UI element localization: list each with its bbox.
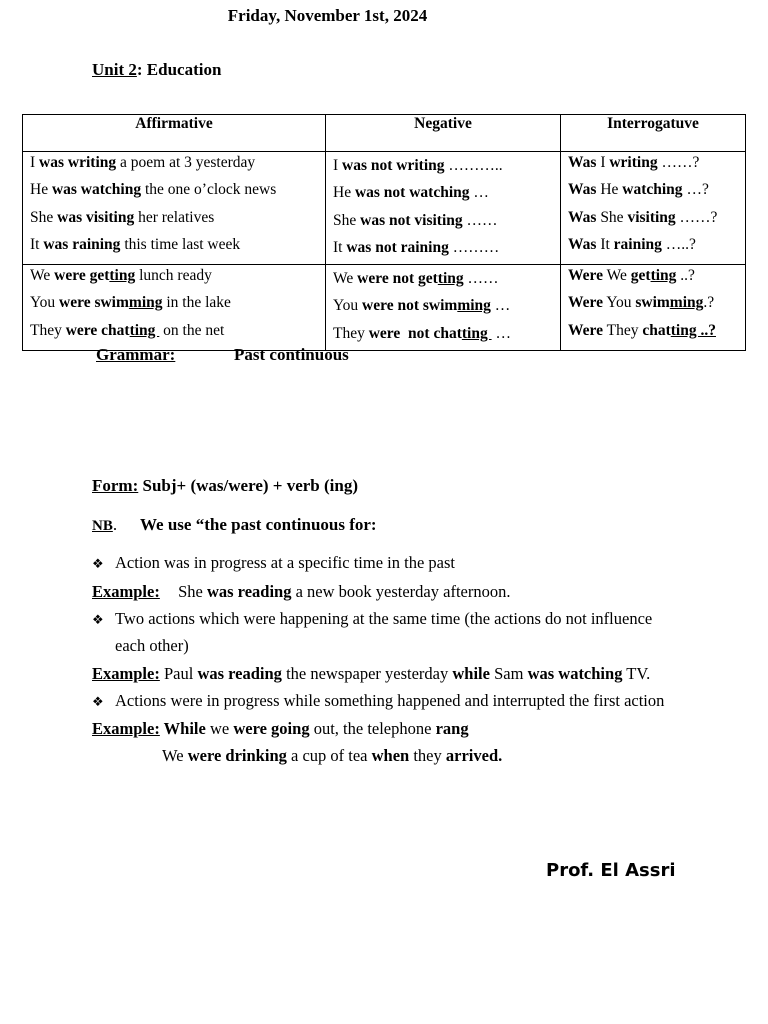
date-heading: Friday, November 1st, 2024 [227,6,428,25]
text-run: ting [650,267,677,285]
text-run: I [30,154,40,171]
text-run: was not writing [342,157,445,174]
cell-were-affirmative [23,265,326,351]
text-run: It [333,238,347,256]
text-run: rang [435,719,469,738]
text-run: was writing [39,154,117,171]
text-run: We [30,267,55,285]
text-run: You [603,294,636,312]
text-run: Was [568,208,597,226]
text-run: arrived. [445,746,503,765]
text-run: raining [613,235,662,253]
table-row-was [23,152,746,265]
text-run: Were [568,294,604,312]
text-run: Was [568,235,597,253]
column-header-negative: Negative [326,115,561,152]
nb-label: NB [92,518,113,534]
text-run: her relatives [134,208,215,226]
unit-heading [92,60,221,80]
nb-text: We use “the past continuous for: [140,515,377,534]
text-run: He [333,184,355,202]
text-run: She [596,208,628,226]
text-run: were swim [59,294,129,312]
table-line [333,323,553,350]
grammar-value: Past continuous [234,345,349,364]
text-run: It [596,235,614,253]
cell-was-affirmative [23,152,326,265]
cell-was-negative [326,152,561,265]
text-run: they [409,746,446,765]
example-1-text [178,582,510,601]
text-run: writing [609,154,658,171]
text-run: ting [109,267,136,285]
text-run: ming [457,297,491,315]
text-run: …..? [661,235,696,253]
text-run: were not get [357,270,438,288]
text-run: I [333,157,343,174]
text-run: ming [128,294,163,312]
unit-title: : Education [136,60,222,79]
text-run: They [603,321,643,339]
text-run: a cup of tea [286,746,372,765]
text-run: out, the telephone [309,719,436,738]
text-run: .? [703,294,715,312]
text-run: visiting [627,208,676,226]
text-run: ting ..? [670,321,716,339]
cell-were-negative [326,265,561,351]
text-run: He [596,181,623,199]
text-run: ting [129,321,160,339]
example-3-continued [162,746,502,766]
text-run: the one o’clock news [141,181,277,199]
nb-note [92,515,377,535]
table-line [568,320,738,347]
column-header-interrogative: Interrogatuve [561,115,746,152]
example-label: Example: [92,719,160,738]
text-run: She [30,208,58,226]
text-run: lunch ready [135,267,212,285]
text-run: was watching [51,181,142,199]
text-run: a new book yesterday afternoon. [291,582,511,601]
text-run: were get [54,267,110,285]
table-line [30,179,318,206]
text-run: …… [462,211,498,229]
example-2 [92,664,650,684]
text-run: Was [568,154,597,171]
text-run: was reading [206,582,292,601]
text-run: were going [233,719,310,738]
text-run: in the lake [162,294,231,312]
table-line [333,237,553,264]
text-run: swim [635,294,670,312]
cell-was-interrogative [561,152,746,265]
text-run: were chat [65,321,130,339]
text-run: was not visiting [360,211,463,229]
text-run: ……? [675,208,718,226]
text-run: the newspaper yesterday [281,664,453,683]
text-run: chat [642,321,671,339]
text-run: get [630,267,651,285]
table-line [30,234,318,261]
nb-dot: . [112,515,118,534]
table-line [30,265,318,292]
text-run: We [603,267,631,285]
text-run: this time last week [120,235,241,253]
text-run: were not chat [368,324,462,342]
text-run: … [469,184,489,202]
text-run: ..? [676,267,695,285]
text-run: we [205,719,234,738]
text-run: ……? [657,154,700,171]
text-run: was not raining [346,238,449,256]
text-run: a poem at 3 yesterday [116,154,256,171]
table-line [333,210,553,237]
form-label: Form: [92,476,139,495]
text-run: when [371,746,410,765]
use-bullet-2-line-1: Two actions which were happening at the same time (the actions do not influence [115,609,653,628]
text-run: Were [568,321,604,339]
diamond-bullet-icon: ❖ [92,612,104,627]
conjugation-table [22,114,746,351]
text-run: was raining [43,235,121,253]
table-line [30,207,318,234]
text-run: While [159,719,206,738]
text-run: We [162,746,188,765]
form-rule [92,476,358,496]
text-run: I [596,154,610,171]
grammar-heading [92,345,349,365]
example-3 [92,719,469,739]
use-bullet-1: Action was in progress at a specific time in the past [115,553,455,572]
text-run: …… [463,270,499,288]
text-run: ……… [448,238,500,256]
table-line [568,292,738,319]
text-run: watching [622,181,683,199]
text-run: TV. [622,664,651,683]
text-run: while [452,664,490,683]
text-run: were drinking [187,746,287,765]
text-run: was watching [527,664,623,683]
table-line [568,207,738,234]
text-run: They [30,321,66,339]
text-run: was visiting [57,208,135,226]
text-run: She [178,582,207,601]
text-run: ming [669,294,704,312]
unit-label: Unit 2 [92,60,137,79]
example-1 [92,582,510,602]
text-run: Paul [159,664,198,683]
text-run: ……….. [444,157,503,174]
text-run: Were [568,267,604,285]
table-line [333,182,553,209]
example-label: Example: [92,664,160,683]
table-line [30,292,318,319]
text-run: ting [437,270,464,288]
text-run: on the net [159,321,225,339]
text-run: was reading [197,664,282,683]
text-run: … [490,297,511,315]
table-line [333,268,553,295]
text-run: It [30,235,44,253]
text-run: We [333,270,358,288]
text-run: ting [461,324,492,342]
table-line [30,320,318,347]
diamond-bullet-icon: ❖ [92,556,104,571]
text-run: They [333,324,369,342]
text-run: … [491,324,511,342]
text-run: Sam [489,664,528,683]
text-run: were not swim [362,297,458,315]
table-line [568,265,738,292]
column-header-affirmative: Affirmative [23,115,326,152]
text-run: Was [568,181,597,199]
text-run: You [30,294,60,312]
text-run: You [333,297,363,315]
example-3-text [160,719,469,738]
diamond-bullet-icon: ❖ [92,694,104,709]
text-run: was not watching [354,184,470,202]
text-run: …? [682,181,709,199]
grammar-label: Grammar: [96,345,176,364]
table-line [568,234,738,261]
text-run: She [333,211,361,229]
table-line [333,295,553,322]
table-row-were [23,265,746,351]
cell-were-interrogative [561,265,746,351]
form-value: Subj+ (was/were) + verb (ing) [138,476,359,495]
table-header-row [23,115,746,152]
table-line [568,152,738,179]
table-line [30,152,318,179]
example-2-text [160,664,650,683]
use-bullet-3: Actions were in progress while something happened and interrupted the first action [115,691,665,710]
author-signature: Prof. El Assri [546,860,676,881]
use-bullet-2-line-2: each other) [115,636,189,655]
table-line [568,179,738,206]
example-label: Example: [92,582,160,601]
text-run: He [30,181,52,199]
table-line [333,155,553,182]
